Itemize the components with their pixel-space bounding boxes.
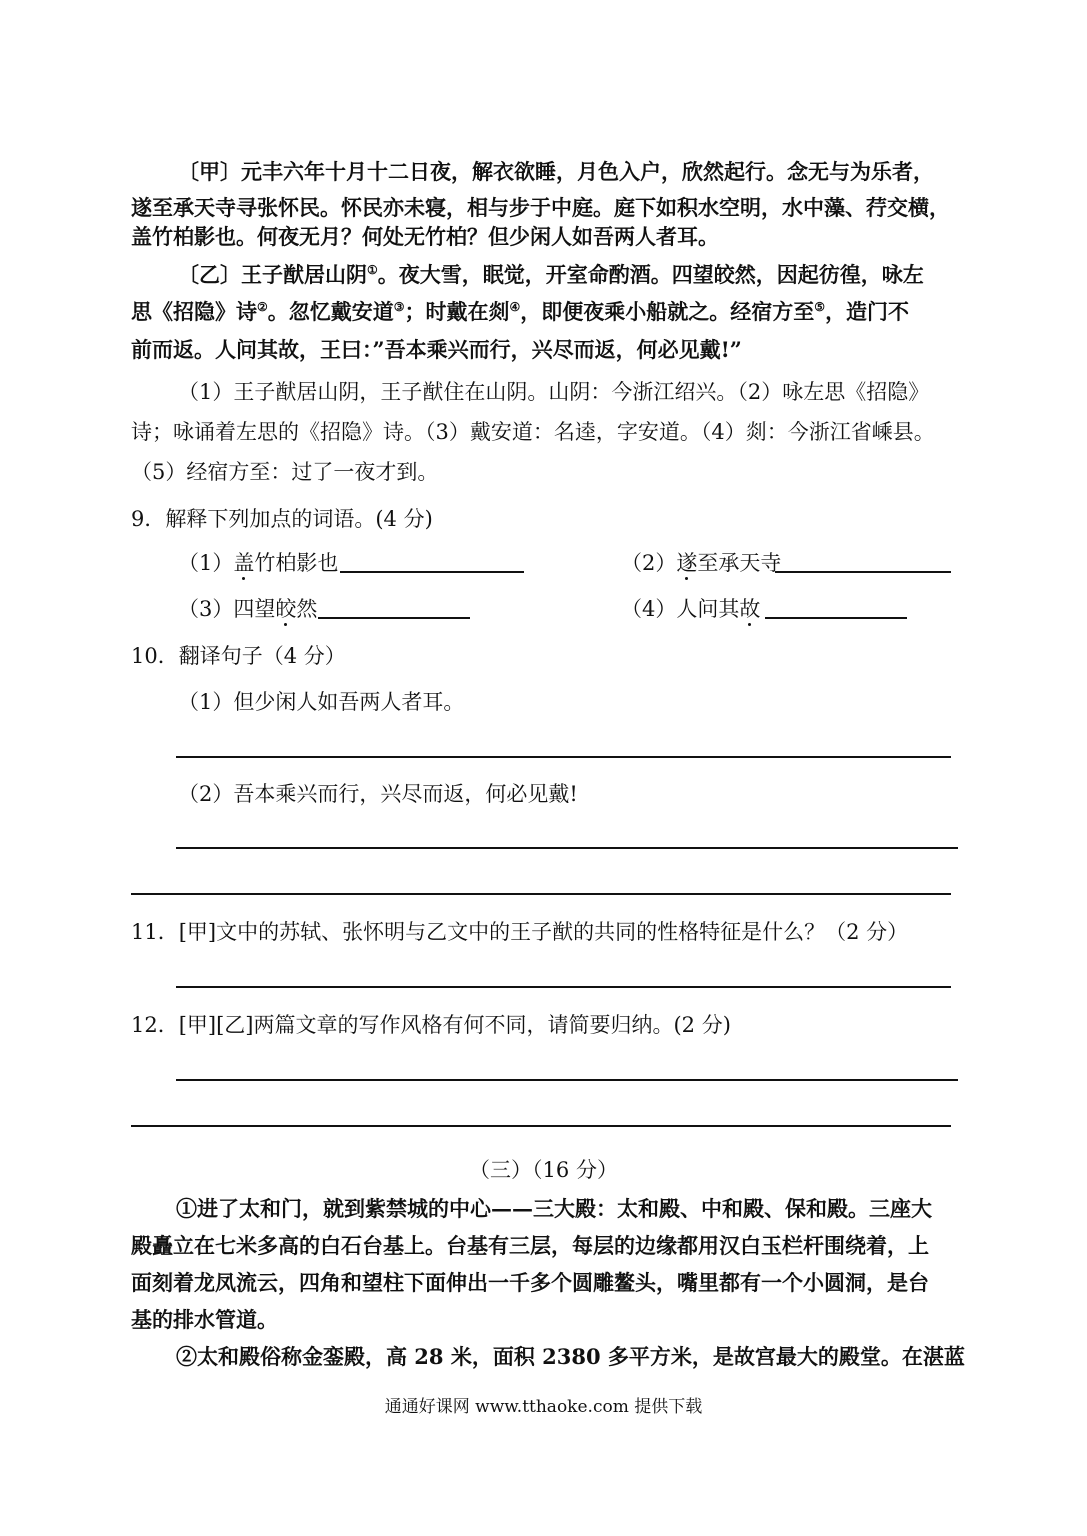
q10-sub-2: （2）吾本乘兴而行，兴尽而返，何必见戴! <box>178 782 578 806</box>
passage-yi-text: ，造门不 <box>825 299 910 324</box>
section3-line-3: 面刻着龙凤流云，四角和望柱下面伸出一千多个圆雕鳌头，嘴里都有一个小圆洞，是台 <box>131 1270 929 1295</box>
q9-title: 9．解释下列加点的词语。(4 分) <box>131 507 433 531</box>
notes-line-1: （1）王子猷居山阴，王子猷住在山阴。山阴：今浙江绍兴。（2）咏左思《招隐》 <box>178 380 930 404</box>
passage-yi-text: 。夜大雪，眠觉，开室命酌酒。四望皎然，因起彷徨，咏左 <box>377 262 924 287</box>
footnote-ref-5: ⑤ <box>814 300 826 314</box>
footer-source-text: 通通好课网 www.tthaoke.com 提供下载 <box>384 1397 703 1417</box>
passage-yi-text: 〔乙〕王子猷居山阴 <box>178 262 367 287</box>
q10-answer-line-3[interactable] <box>131 893 951 895</box>
q9-item-2 <box>621 549 781 577</box>
passage-yi-text: ，即便夜乘小船就之。经宿方至 <box>520 299 815 324</box>
q9-item-text: （2） <box>621 551 677 575</box>
q9-item-text: （4）人问其 <box>621 597 740 621</box>
footnote-ref-4: ④ <box>509 300 521 314</box>
q9-answer-line-4[interactable] <box>765 617 907 619</box>
q9-answer-line-2[interactable] <box>775 571 951 573</box>
passage-jia-line-2: 遂至承天寺寻张怀民。怀民亦未寝，相与步于中庭。庭下如积水空明，水中藻、荇交横， <box>131 195 950 220</box>
footnote-ref-3: ③ <box>393 300 405 314</box>
passage-jia-line-1: 〔甲〕元丰六年十月十二日夜，解衣欲睡，月色入户，欣然起行。念无与为乐者， <box>178 159 934 184</box>
section3-line-2: 殿矗立在七米多高的白石台基上。台基有三层，每层的边缘都用汉白玉栏杆围绕着，上 <box>131 1233 929 1258</box>
q10-sub-1: （1）但少闲人如吾两人者耳。 <box>178 690 465 714</box>
q12-answer-line-1[interactable] <box>176 1079 958 1081</box>
notes-line-2: 诗；咏诵着左思的《招隐》诗。（3）戴安道：名逵，字安道。（4）剡：今浙江省嵊县。 <box>131 420 935 444</box>
q11-answer-line[interactable] <box>176 986 951 988</box>
q10-title: 10．翻译句子（4 分） <box>131 644 346 668</box>
notes-line-3: （5）经宿方至：过了一夜才到。 <box>131 460 439 484</box>
q9-item-text: 竹柏影也 <box>254 551 339 575</box>
q9-answer-line-3[interactable] <box>318 617 470 619</box>
dotted-word: 皎 <box>275 597 297 621</box>
q9-item-text: 至承天寺 <box>697 551 782 575</box>
passage-yi-line-3: 前而返。人问其故，王曰：”吾本乘兴而行，兴尽而返，何必见戴!” <box>131 337 742 362</box>
footnote-ref-1: ① <box>367 263 378 277</box>
q9-item-3 <box>178 595 317 623</box>
passage-yi-line-1 <box>178 261 924 289</box>
section3-line-5: ②太和殿俗称金銮殿，高 28 米，面积 2380 多平方米，是故宫最大的殿堂。在湛蓝 <box>176 1344 965 1369</box>
passage-yi-text: 思《招隐》诗 <box>131 299 257 324</box>
passage-yi-line-2 <box>131 298 909 326</box>
q12-title: 12．[甲][乙]两篇文章的写作风格有何不同，请简要归纳。(2 分) <box>131 1013 731 1037</box>
q9-item-4 <box>621 595 760 623</box>
dotted-word: 遂 <box>676 551 698 575</box>
q10-answer-line-2[interactable] <box>176 847 958 849</box>
passage-yi-text: ；时戴在剡 <box>404 299 510 324</box>
section3-heading: （三）（16 分） <box>469 1158 618 1182</box>
q10-answer-line-1[interactable] <box>176 756 951 758</box>
section3-line-4: 基的排水管道。 <box>131 1307 278 1332</box>
q9-item-text: 然 <box>296 597 318 621</box>
passage-yi-text: 。忽忆戴安道 <box>267 299 394 324</box>
passage-jia-line-3: 盖竹柏影也。何夜无月？何处无竹柏？但少闲人如吾两人者耳。 <box>131 224 719 249</box>
q9-item-text: （1） <box>178 551 234 575</box>
q9-answer-line-1[interactable] <box>340 571 524 573</box>
q9-item-text: （3）四望 <box>178 597 276 621</box>
q9-item-1 <box>178 549 338 577</box>
dotted-word: 盖 <box>233 551 255 575</box>
footnote-ref-2: ② <box>257 300 268 314</box>
q12-answer-line-2[interactable] <box>131 1125 951 1127</box>
section3-line-1: ①进了太和门，就到紫禁城的中心——三大殿：太和殿、中和殿、保和殿。三座大 <box>176 1196 932 1221</box>
q11-title: 11．[甲]文中的苏轼、张怀明与乙文中的王子猷的共同的性格特征是什么？（2 分） <box>131 920 909 944</box>
dotted-word: 故 <box>739 597 761 621</box>
